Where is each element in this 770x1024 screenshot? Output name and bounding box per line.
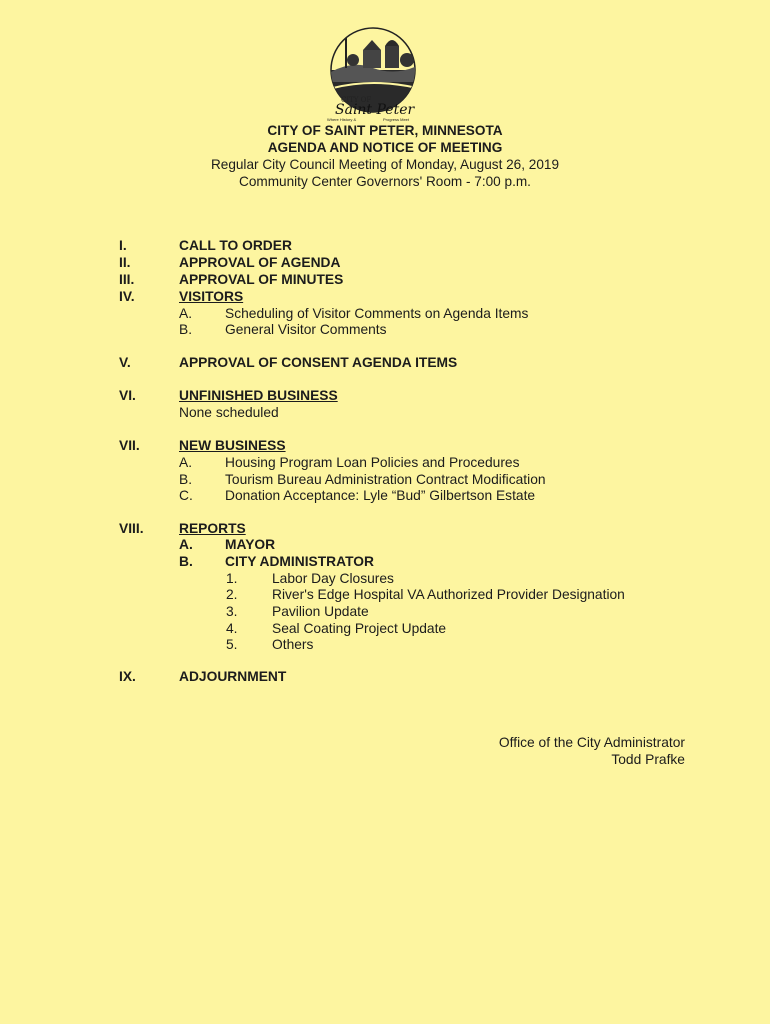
sub-item-text: Tourism Bureau Administration Contract Modification [225, 472, 546, 487]
sub-item-letter: B. [179, 554, 193, 569]
numbered-item-number: 1. [226, 571, 238, 586]
item-title: APPROVAL OF MINUTES [179, 272, 344, 287]
item-number: VII. [119, 438, 140, 453]
numbered-item-number: 2. [226, 587, 238, 602]
item-title: ADJOURNMENT [179, 669, 287, 684]
signature-block [499, 734, 685, 768]
item-title: CALL TO ORDER [179, 238, 292, 253]
sub-item-text: Donation Acceptance: Lyle “Bud” Gilbertson Estate [225, 488, 536, 503]
numbered-item-number: 5. [226, 637, 238, 652]
sub-item-letter: A. [179, 306, 193, 321]
sub-item-text: Housing Program Loan Policies and Procedures [225, 455, 520, 470]
item-title: REPORTS [179, 521, 246, 536]
item-number: II. [119, 255, 131, 270]
item-title: UNFINISHED BUSINESS [179, 388, 338, 403]
numbered-item-text: Labor Day Closures [272, 571, 394, 586]
sub-item-text: CITY ADMINISTRATOR [225, 554, 374, 569]
header-title: AGENDA AND NOTICE OF MEETING [267, 140, 503, 155]
signature-office: Office of the City Administrator [498, 735, 685, 750]
svg-text:CITY OF: CITY OF [341, 96, 372, 104]
sub-item-letter: A. [179, 455, 193, 470]
header-city: CITY OF SAINT PETER, MINNESOTA [267, 123, 503, 138]
item-number: VI. [119, 388, 136, 403]
sub-item-letter: A. [179, 537, 193, 552]
svg-text:Saint Peter: Saint Peter [335, 102, 415, 118]
header-location: Community Center Governors' Room - 7:00 p.m. [239, 174, 531, 189]
sub-item-letter: C. [179, 488, 193, 503]
sub-item-letter: B. [179, 322, 193, 337]
item-number: I. [119, 238, 127, 253]
item-number: VIII. [119, 521, 144, 536]
numbered-item-number: 3. [226, 604, 238, 619]
sub-item-text: MAYOR [225, 537, 276, 552]
item-title: APPROVAL OF CONSENT AGENDA ITEMS [179, 355, 458, 370]
sub-item-letter: B. [179, 472, 193, 487]
svg-text:Progress Meet: Progress Meet [383, 117, 410, 122]
svg-text:Where History &: Where History & [327, 117, 357, 122]
numbered-item-text: Seal Coating Project Update [272, 621, 447, 636]
item-title: APPROVAL OF AGENDA [179, 255, 341, 270]
item-number: IV. [119, 289, 135, 304]
item-number: V. [119, 355, 131, 370]
numbered-item-text: Pavilion Update [272, 604, 369, 619]
item-number: III. [119, 272, 135, 287]
signature-name: Todd Prafke [611, 752, 685, 767]
sub-item-text: Scheduling of Visitor Comments on Agenda Items [225, 306, 529, 321]
item-title: NEW BUSINESS [179, 438, 286, 453]
numbered-item-number: 4. [226, 621, 238, 636]
sub-item-text: General Visitor Comments [225, 322, 387, 337]
note-text: None scheduled [179, 405, 279, 420]
numbered-item-text: River's Edge Hospital VA Authorized Provider Designation [272, 587, 625, 602]
numbered-item-text: Others [272, 637, 314, 652]
header-meeting: Regular City Council Meeting of Monday, August 26, 2019 [210, 157, 560, 172]
item-number: IX. [119, 669, 136, 684]
item-title: VISITORS [179, 289, 244, 304]
